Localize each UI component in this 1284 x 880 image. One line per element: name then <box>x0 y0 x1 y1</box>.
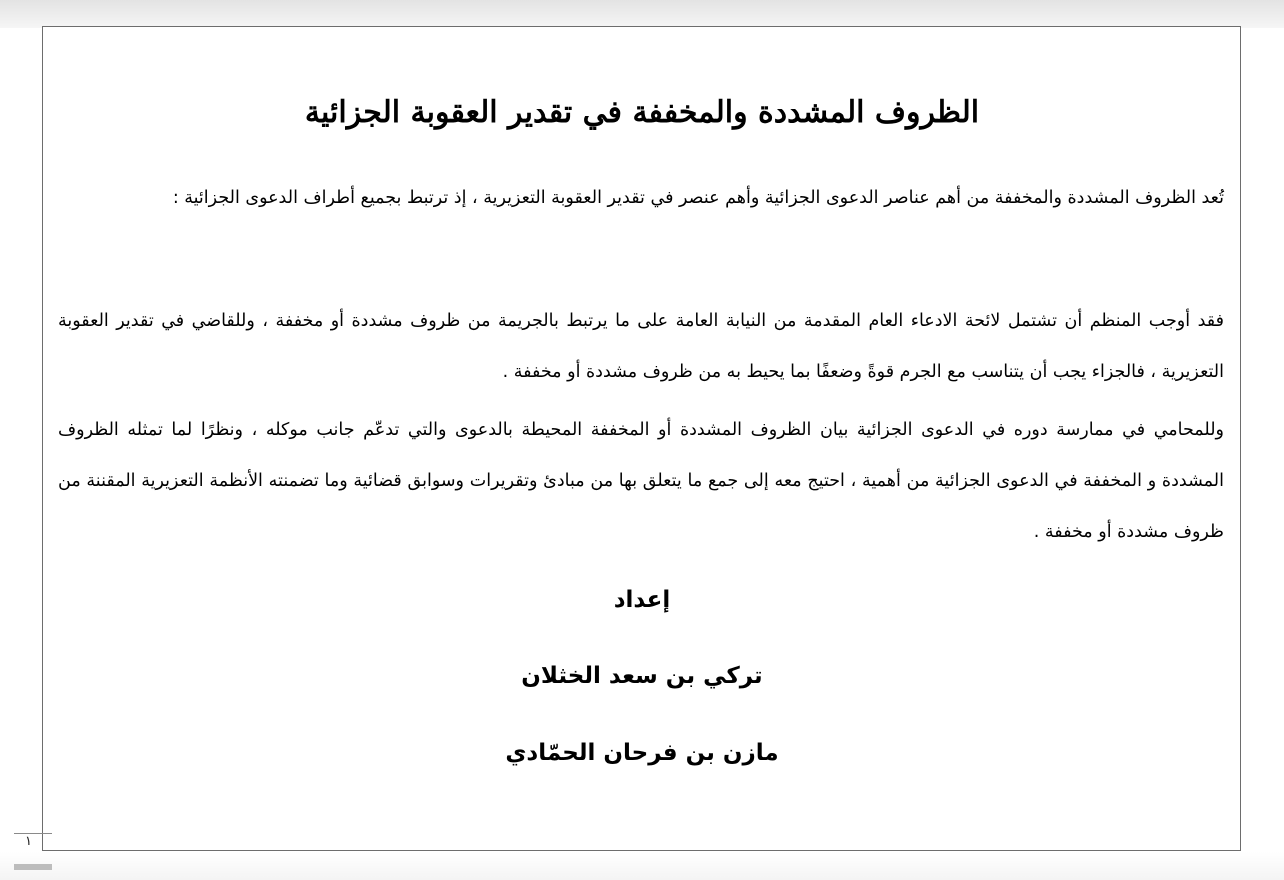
paragraph-lawyer: وللمحامي في ممارسة دوره في الدعوى الجزائية بيان الظروف المشددة أو المخففة المحيطة بالدعوى والتي تدعّم جانب موكله ، ونظرًا لما تمثله الظروف المشددة و المخففة في الدعوى الجزائية من أهمية ، احتيج معه إلى جمع ما يتعلق بها من مبادئ وتقريرات وسوابق قضائية وما تضمنته الأنظمة التعزيرية المقننة من ظروف مشددة أو مخففة . <box>58 420 1224 542</box>
paragraph-regulator: فقد أوجب المنظم أن تشتمل لائحة الادعاء العام المقدمة من النيابة العامة على ما يرتبط بالجريمة من ظروف مشددة أو مخففة ، وللقاضي في تقدير العقوبة التعزيرية ، فالجزاء يجب أن يتناسب مع الجرم قوةً وضعفًا بما يحيط به من ظروف مشددة أو مخففة . <box>58 311 1224 382</box>
page-corner-bar <box>14 864 52 870</box>
viewer-top-shade <box>0 0 1284 28</box>
document-title: الظروف المشددة والمخففة في تقدير العقوبة الجزائية <box>304 95 980 130</box>
page-corner-rule <box>14 833 52 834</box>
author-name-1: تركي بن سعد الخثلان <box>521 663 763 689</box>
paragraph-intro: تُعد الظروف المشددة والمخففة من أهم عناصر الدعوى الجزائية وأهم عنصر في تقدير العقوبة التعزيرية ، إذ ترتبط بجميع أطراف الدعوى الجزائية : <box>172 188 1224 208</box>
page-number: ١ <box>25 834 32 849</box>
author-name-2: مازن بن فرحان الحمّادي <box>505 740 779 766</box>
viewer-bottom-shade <box>0 852 1284 880</box>
prepared-by-label: إعداد <box>613 587 671 613</box>
